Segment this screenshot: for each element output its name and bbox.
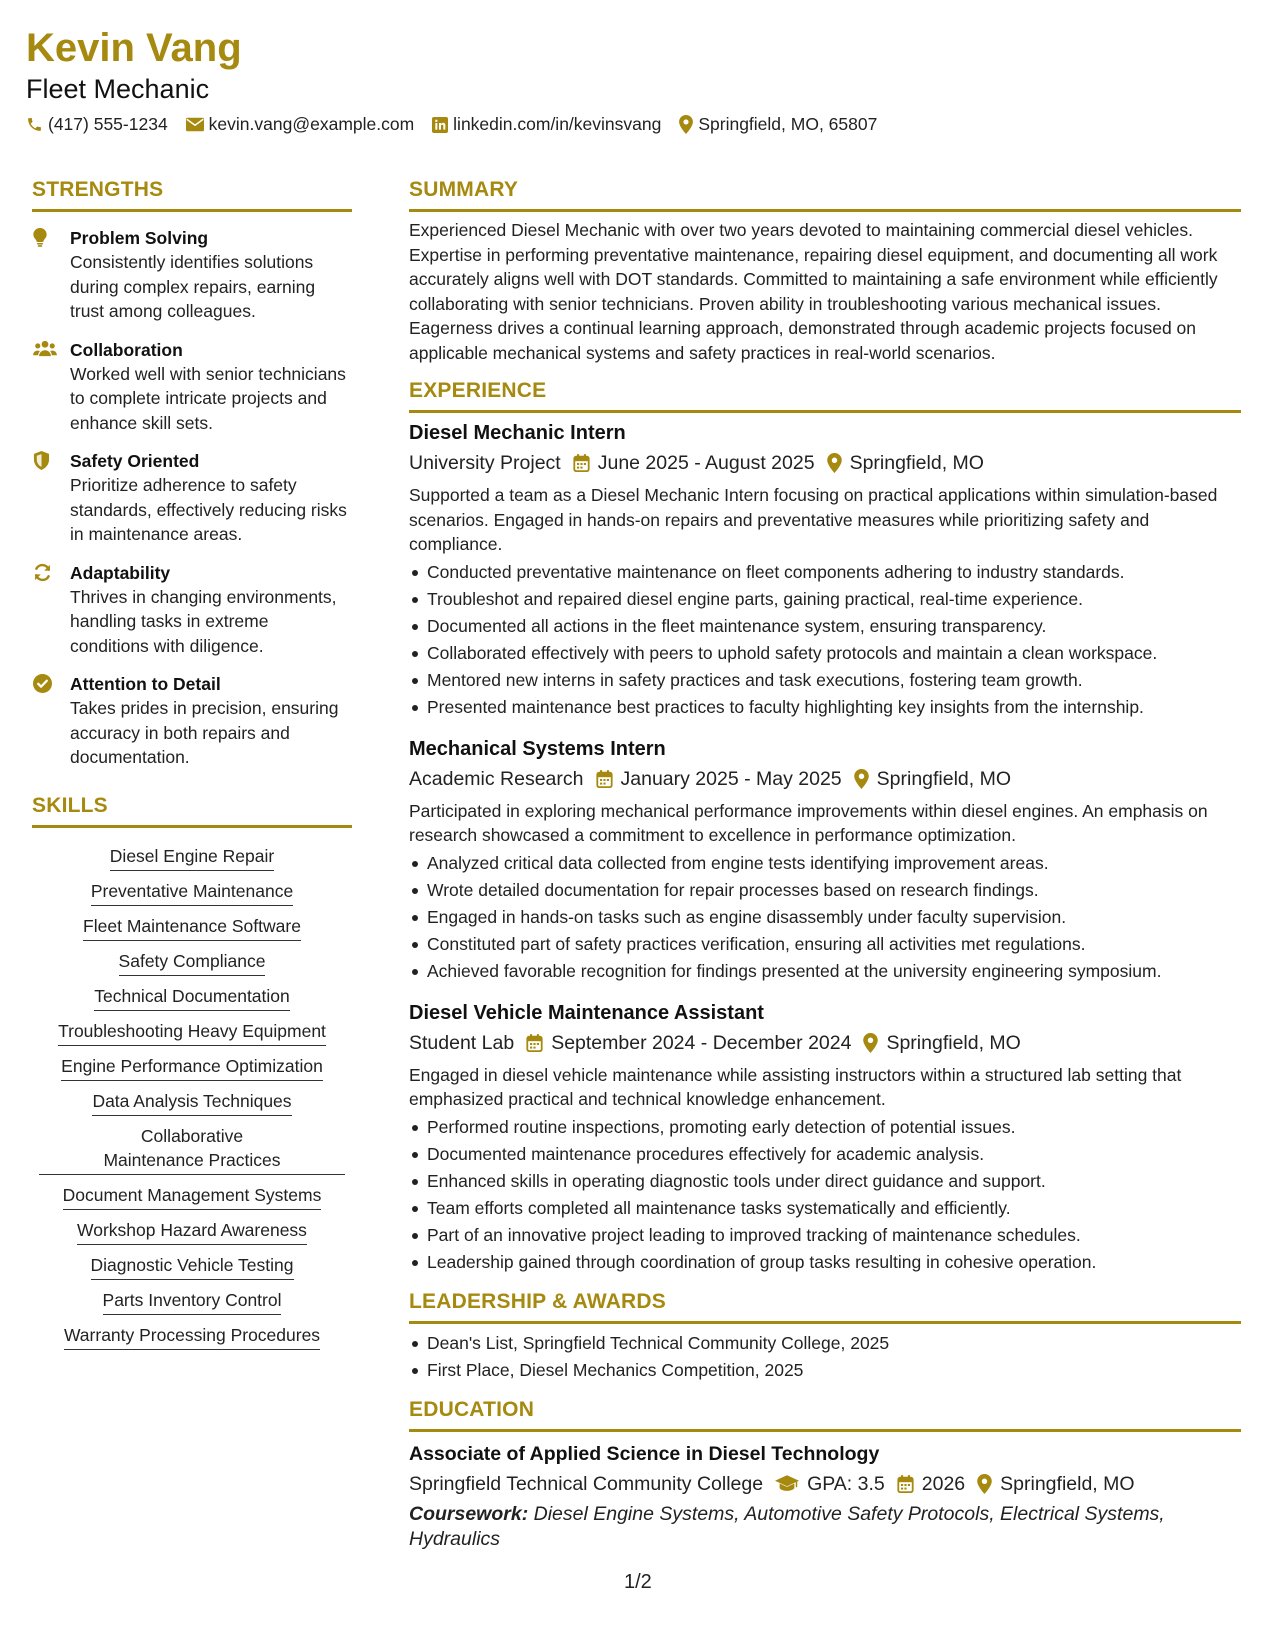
list-item: Analyzed critical data collected from engine tests identifying improvement areas.	[409, 850, 1241, 877]
lightbulb-icon	[33, 228, 47, 247]
coursework	[409, 1502, 1241, 1552]
left-column	[32, 176, 352, 1350]
contact-phone[interactable]	[26, 114, 168, 135]
calendar-icon	[897, 1475, 914, 1493]
contact-linkedin[interactable]	[432, 114, 661, 135]
list-item: Collaborated effectively with peers to uphold safety protocols and maintain a clean workspace.	[409, 640, 1241, 667]
skills-heading: SKILLS	[32, 793, 108, 817]
job-dates: June 2025 - August 2025	[597, 452, 815, 474]
graduation-year: 2026	[921, 1472, 966, 1495]
job-title: Diesel Mechanic Intern	[409, 422, 626, 444]
awards-heading: LEADERSHIP & AWARDS	[409, 1289, 666, 1313]
strength-desc: Prioritize adherence to safety standards, effectively reducing risks in maintenance areas.	[70, 475, 347, 544]
calendar-icon	[526, 1034, 543, 1052]
list-item: Dean's List, Springfield Technical Community College, 2025	[409, 1330, 1241, 1357]
job-dates: September 2024 - December 2024	[551, 1031, 852, 1054]
strength-title: Problem Solving	[70, 228, 209, 248]
job-dates: January 2025 - May 2025	[620, 767, 842, 790]
awards-section	[409, 1288, 1241, 1384]
job-bullets	[409, 559, 1241, 721]
education-meta	[409, 1470, 1241, 1498]
experience-section	[409, 377, 1241, 1276]
calendar-icon	[596, 770, 613, 788]
strength-title: Collaboration	[70, 339, 183, 360]
job-location: Springfield, MO	[886, 1031, 1021, 1054]
skill-item: Warranty Processing Procedures	[32, 1315, 352, 1350]
job-location: Springfield, MO	[876, 767, 1012, 790]
graduation-cap-icon	[775, 1475, 799, 1492]
list-item: Documented all actions in the fleet maintenance system, ensuring transparency.	[409, 613, 1241, 640]
section-divider	[409, 1321, 1241, 1324]
skill-item: Collaborative Maintenance Practices	[32, 1116, 352, 1175]
strength-title: Safety Oriented	[70, 451, 200, 471]
strength-desc: Worked well with senior technicians to complete intricate projects and enhance skill sets.	[70, 363, 346, 433]
contact-location	[679, 114, 877, 135]
job-org: University Project	[409, 452, 561, 474]
awards-list	[409, 1330, 1241, 1384]
map-pin-icon	[679, 115, 693, 134]
list-item: Enhanced skills in operating diagnostic tools under direct guidance and support.	[409, 1168, 1241, 1195]
job-description: Engaged in diesel vehicle maintenance while assisting instructors within a structured lab setting that emphasized practical and technical knowledge enhancement.	[409, 1064, 1182, 1109]
job-description: Supported a team as a Diesel Mechanic Intern focusing on practical applications within simulation-based scenarios. Engaged in hands-on repairs and preventative measures while prioritizing safety and compliance.	[409, 485, 1218, 554]
section-divider	[32, 209, 352, 212]
list-item: Part of an innovative project leading to improved tracking of maintenance schedules.	[409, 1222, 1241, 1249]
map-pin-icon	[863, 1033, 878, 1053]
summary-section	[409, 176, 1241, 365]
skill-item: Diesel Engine Repair	[32, 836, 352, 871]
shield-icon	[33, 451, 50, 470]
school-name: Springfield Technical Community College	[409, 1472, 764, 1495]
right-column	[409, 176, 1241, 1552]
list-item: Troubleshot and repaired diesel engine parts, gaining practical, real-time experience.	[409, 586, 1241, 613]
list-item: Presented maintenance best practices to faculty highlighting key insights from the internship.	[409, 694, 1241, 721]
strength-item	[32, 672, 352, 770]
contact-bar	[26, 114, 1226, 135]
list-item: Team efforts completed all maintenance tasks systematically and efficiently.	[409, 1195, 1241, 1222]
job-meta	[409, 765, 1241, 793]
strength-desc: Consistently identifies solutions during complex repairs, earning trust among colleagues.	[70, 252, 316, 321]
check-circle-icon	[33, 674, 52, 693]
skill-item: Troubleshooting Heavy Equipment	[32, 1011, 352, 1046]
education-heading: EDUCATION	[409, 1397, 535, 1421]
coursework-list: Diesel Engine Systems, Automotive Safety Protocols, Electrical Systems, Hydraulics	[409, 1502, 1165, 1550]
education-section	[409, 1396, 1241, 1552]
job-bullets	[409, 1114, 1241, 1276]
list-item: Documented maintenance procedures effectively for academic analysis.	[409, 1141, 1241, 1168]
skill-item: Engine Performance Optimization	[32, 1046, 352, 1081]
job-org: Academic Research	[409, 767, 584, 790]
skill-item: Document Management Systems	[32, 1175, 352, 1210]
map-pin-icon	[827, 453, 842, 473]
job-bullets	[409, 850, 1241, 985]
section-divider	[409, 1429, 1241, 1432]
degree-title: Associate of Applied Science in Diesel Technology	[409, 1442, 880, 1465]
list-item: Mentored new interns in safety practices and task executions, fostering team growth.	[409, 667, 1241, 694]
skill-item: Technical Documentation	[32, 976, 352, 1011]
location-text: Springfield, MO, 65807	[698, 114, 878, 134]
list-item: Constituted part of safety practices verification, ensuring all activities met regulations.	[409, 931, 1241, 958]
phone-icon	[26, 116, 43, 133]
phone-text: (417) 555-1234	[48, 114, 168, 134]
candidate-name: Kevin Vang	[26, 26, 242, 70]
school-location: Springfield, MO	[1000, 1472, 1135, 1495]
list-item: First Place, Diesel Mechanics Competition, 2025	[409, 1357, 1241, 1384]
skill-item: Diagnostic Vehicle Testing	[32, 1245, 352, 1280]
job-description: Participated in exploring mechanical performance improvements within diesel engines. An emphasis on research showcased a commitment to excellence in performance optimization.	[409, 800, 1208, 845]
calendar-icon	[573, 454, 590, 472]
envelope-icon	[186, 117, 204, 132]
job-entry	[409, 735, 1241, 985]
skill-item: Data Analysis Techniques	[32, 1081, 352, 1116]
linkedin-icon	[432, 117, 448, 133]
section-divider	[409, 209, 1241, 212]
strength-desc: Thrives in changing environments, handling tasks in extreme conditions with diligence.	[70, 586, 337, 656]
skill-item: Fleet Maintenance Software	[32, 906, 352, 941]
list-item: Engaged in hands-on tasks such as engine disassembly under faculty supervision.	[409, 904, 1241, 931]
coursework-label: Coursework:	[409, 1502, 529, 1525]
job-entry	[409, 999, 1241, 1276]
strengths-section	[32, 176, 352, 770]
strengths-heading: STRENGTHS	[32, 178, 164, 201]
sync-icon	[33, 563, 52, 582]
job-org: Student Lab	[409, 1031, 515, 1054]
job-meta	[409, 449, 1241, 477]
section-divider	[32, 825, 352, 828]
strength-desc: Takes prides in precision, ensuring accuracy in both repairs and documentation.	[70, 698, 339, 767]
strength-title: Attention to Detail	[70, 674, 221, 694]
job-entry	[409, 419, 1241, 721]
experience-heading: EXPERIENCE	[409, 379, 547, 402]
resume-header	[26, 24, 1226, 135]
strength-item	[32, 449, 352, 547]
job-meta	[409, 1029, 1241, 1057]
list-item: Performed routine inspections, promoting early detection of potential issues.	[409, 1114, 1241, 1141]
linkedin-text: linkedin.com/in/kevinsvang	[453, 114, 662, 134]
list-item: Conducted preventative maintenance on fleet components adhering to industry standards.	[409, 559, 1241, 586]
summary-heading: SUMMARY	[409, 178, 519, 201]
strength-item	[32, 338, 352, 436]
list-item: Wrote detailed documentation for repair processes based on research findings.	[409, 877, 1241, 904]
skill-item: Parts Inventory Control	[32, 1280, 352, 1315]
job-title: Mechanical Systems Intern	[409, 737, 666, 760]
skill-item: Preventative Maintenance	[32, 871, 352, 906]
skills-list	[32, 836, 352, 1350]
users-icon	[33, 340, 57, 357]
map-pin-icon	[854, 769, 869, 789]
section-divider	[409, 410, 1241, 413]
summary-text: Experienced Diesel Mechanic with over two years devoted to maintaining commercial diesel vehicles. Expertise in performing preventative maintenance, repairing diesel equipment, and documenting all work accurately aligns well with DOT standards. Committed to maintaining a safe environment while efficiently collaborating with senior technicians. Proven ability in troubleshooting various mechanical issues. Eagerness drives a continual learning approach, demonstrated through academic projects focused on applicable mechanical systems and safety practices in real-world scenarios.	[409, 220, 1218, 363]
candidate-title: Fleet Mechanic	[26, 74, 210, 104]
job-location: Springfield, MO	[849, 452, 984, 474]
strength-item	[32, 561, 352, 659]
page-number: 1/2	[624, 1571, 652, 1593]
map-pin-icon	[977, 1474, 992, 1494]
email-text: kevin.vang@example.com	[208, 114, 415, 134]
strength-item	[32, 226, 352, 324]
contact-email[interactable]	[186, 114, 415, 135]
list-item: Leadership gained through coordination of group tasks resulting in cohesive operation.	[409, 1249, 1241, 1276]
skills-section	[32, 792, 352, 1350]
list-item: Achieved favorable recognition for findings presented at the university engineering symposium.	[409, 958, 1241, 985]
strength-title: Adaptability	[70, 562, 171, 583]
gpa-text: GPA: 3.5	[807, 1472, 885, 1495]
skill-item: Workshop Hazard Awareness	[32, 1210, 352, 1245]
skill-item: Safety Compliance	[32, 941, 352, 976]
job-title: Diesel Vehicle Maintenance Assistant	[409, 1001, 764, 1024]
